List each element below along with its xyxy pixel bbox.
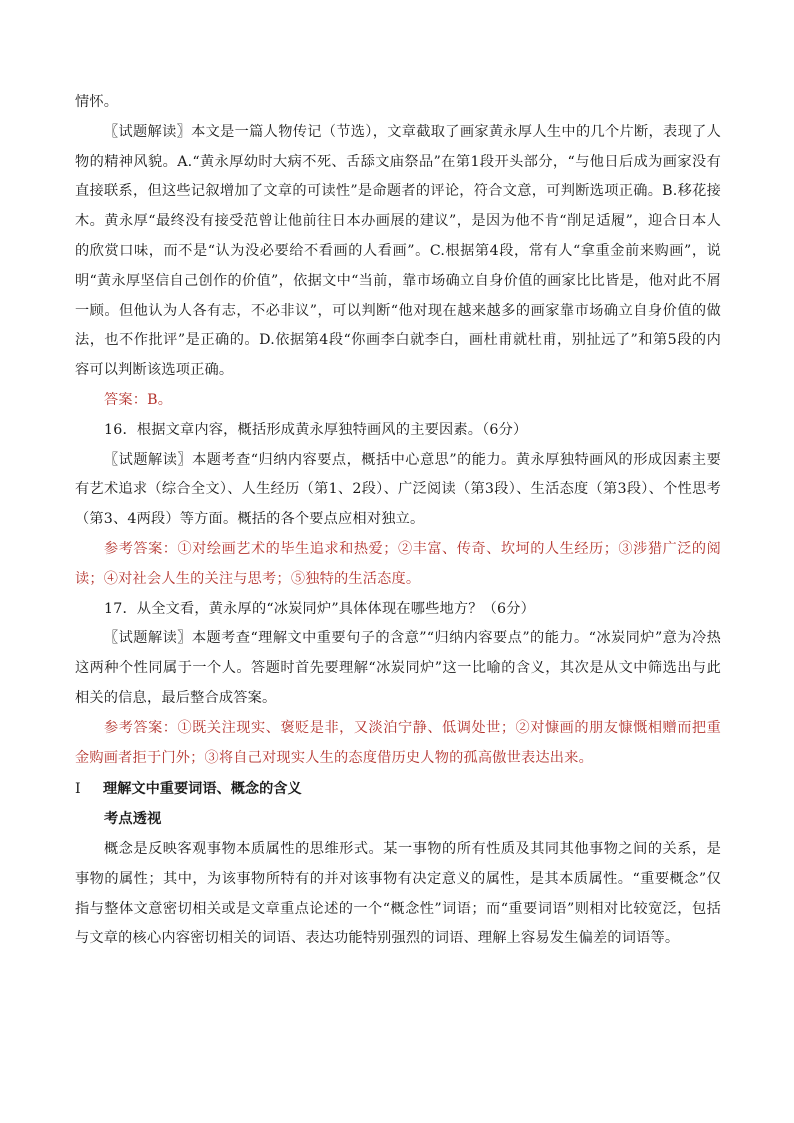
- paragraph-continuation: 情怀。: [75, 94, 119, 110]
- paragraph-concept: 概念是反映客观事物本质属性的思维形式。某一事物的所有性质及其同其他事物之间的关系，是事物的属性；其中，为该事物所特有的并对该事物有决定意义的属性，是其本质属性。“重要概念”仅指与整体文意密切相关或是文章重点论述的一个“概念性”词语；而“重要词语”则相对比较宽泛，包括与文章的核心内容密切相关的词语、表达功能特别强烈的词语、理解上容易发生偏差的词语等。: [75, 840, 721, 947]
- subsection-heading: 考点透视: [104, 811, 162, 828]
- answer-17: 参考答案：①既关注现实、褒贬是非，又淡泊宁静、低调处世；②对慷画的朋友慷慨相赠而把重金购画者拒于门外；③将自己对现实人生的态度借历史人物的孤高傲世表达出来。: [75, 719, 721, 766]
- section-number: Ⅰ: [75, 781, 81, 798]
- paragraph-analysis-16: 〖试题解读〗本题考查“归纳内容要点，概括中心意思”的能力。黄永厚独特画风的形成因素主要有艺术追求（综合全文）、人生经历（第1、2段）、广泛阅读（第3段）、生活态度（第3段）、个性思考（第3、4两段）等方面。概括的各个要点应相对独立。: [75, 451, 721, 528]
- answer-16: 参考答案：①对绘画艺术的毕生追求和热爱；②丰富、传奇、坎坷的人生经历；③涉猎广泛的阅读；④对社会人生的关注与思考；⑤独特的生活态度。: [75, 540, 721, 587]
- answer-15: 答案：B。: [104, 391, 173, 408]
- document-page: [75, 88, 721, 954]
- paragraph-analysis-15: 〖试题解读〗本文是一篇人物传记（节选），文章截取了画家黄永厚人生中的几个片断，表现了人物的精神风貌。A.“黄永厚幼时大病不死、舌舔文庙祭品”在第1段开头部分，“与他日后成为画家没有直接联系，但这些记叙增加了文章的可读性”是命题者的评论，符合文意，可判断选项正确。B.移花接木。黄永厚“最终没有接受范曾让他前往日本办画展的建议”，是因为他不肯“削足适履”，迎合日本人的欣赏口味，而不是“认为没必要给不看画的人看画”。C.根据第4段，常有人“拿重金前来购画”，说明“黄永厚坚信自己创作的价值”，依据文中“当前，靠市场确立自身价值的画家比比皆是，他对此不屑一顾。但他认为人各有志，不必非议”，可以判断“他对现在越来越多的画家靠市场确立自身价值的做法，也不作批评”是正确的。D.依据第4段“你画李白就李白，画杜甫就杜甫，别扯远了”和第5段的内容可以判断该选项正确。: [75, 123, 721, 379]
- section-heading: [75, 775, 721, 805]
- question-17: 17．从全文看，黄永厚的“冰炭同炉”具体体现在哪些地方？（6分）: [104, 600, 536, 617]
- section-title: 理解文中重要词语、概念的含义: [103, 781, 302, 798]
- paragraph-analysis-17: 〖试题解读〗本题考查“理解文中重要句子的含意”“归纳内容要点”的能力。“冰炭同炉”意为冷热这两种个性同属于一个人。答题时首先要理解“冰炭同炉”这一比喻的含义，其次是从文中筛选出与此相关的信息，最后整合成答案。: [75, 630, 721, 706]
- question-16: 16．根据文章内容，概括形成黄永厚独特画风的主要因素。（6分）: [104, 421, 528, 438]
